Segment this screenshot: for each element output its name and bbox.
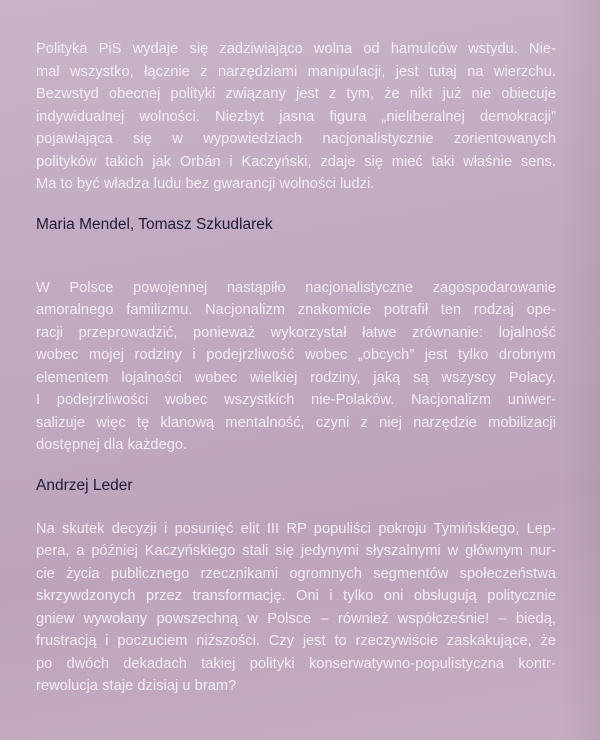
quote-line: mal wszystko, łącznie z narzędziami manipulacji, jest tutaj na wierzchu. <box>36 63 556 80</box>
quote-line: Bezwstyd obecnej polityki związany jest z tym, że nikt już nie obiecuje <box>36 86 556 102</box>
quote-line: dostępnej dla każdego. <box>36 437 188 453</box>
quote-line: gniew wywołany powszechną w Polsce – również współcześnie! – biedą, <box>36 610 556 627</box>
quote-line: Ma to być władza ludu bez gwarancji wolności ludzi. <box>36 176 375 192</box>
quote-line: W Polsce powojennej nastąpiło nacjonalistyczne zagospodarowanie <box>36 279 556 296</box>
quote-line: Polityka PiS wydaje się zadziwiająco wolna od hamulców wstydu. Nie- <box>36 41 556 57</box>
quote-mendel-szkudlarek <box>36 38 556 196</box>
quote-line: po dwóch dekadach takiej polityki konserwatywno-populistyczna kontr- <box>36 655 556 672</box>
page-edge-shadow <box>560 0 600 740</box>
quote-line: cie życia publicznego rzecznikami ogromnych segmentów społeczeństwa <box>36 565 556 582</box>
quote-line: Na skutek decyzji i posunięć elit III RP populiści pokroju Tymińskiego, Lep- <box>36 520 556 537</box>
quote-line: racji przeprowadzić, ponieważ wykorzystał łatwe zrównanie: lojalność <box>36 324 556 341</box>
quote-line: elementem lojalności wobec wielkiej rodziny, jaką są wszyscy Polacy. <box>36 369 556 386</box>
quote-author: Andrzej Leder <box>36 476 133 494</box>
quote-line: salizuje więc tę klanową mentalność, czyni z niej narzędzie mobilizacji <box>36 414 556 431</box>
quote-line: pojawiająca się w wypowiedziach nacjonalistycznie zorientowanych <box>36 131 556 147</box>
quote-leder <box>36 277 556 457</box>
quote-line: pera, a później Kaczyńskiego stali się jedynymi słyszalnymi w głównym nur- <box>36 543 556 559</box>
quote-line: skrzywdzonych przez transformację. Oni i tylko oni obsługują politycznie <box>36 588 556 604</box>
quote-line: polityków takich jak Orbán i Kaczyński, zdaje się mieć taki właśnie sens. <box>36 153 556 170</box>
quote-line: amoralnego familizmu. Nacjonalizm znakomicie potrafił ten rodzaj ope- <box>36 302 556 318</box>
cover-text-column <box>36 38 556 698</box>
quote-line: wobec mojej rodziny i podejrzliwość wobec „obcych” jest tylko drobnym <box>36 347 556 363</box>
quote-line: rewolucja staje dzisiaj u bram? <box>36 678 237 694</box>
quote-line: indywidualnej wolności. Niezbyt jasna figura „nieliberalnej demokracji” <box>36 108 556 125</box>
quote-line: I podejrzliwości wobec wszystkich nie-Polaków. Nacjonalizm uniwer- <box>36 392 556 408</box>
quote-third <box>36 518 556 698</box>
quote-line: frustracją i poczuciem niższości. Czy jest to rzeczywiście zaskakujące, że <box>36 633 556 649</box>
quote-author: Maria Mendel, Tomasz Szkudlarek <box>36 215 273 233</box>
